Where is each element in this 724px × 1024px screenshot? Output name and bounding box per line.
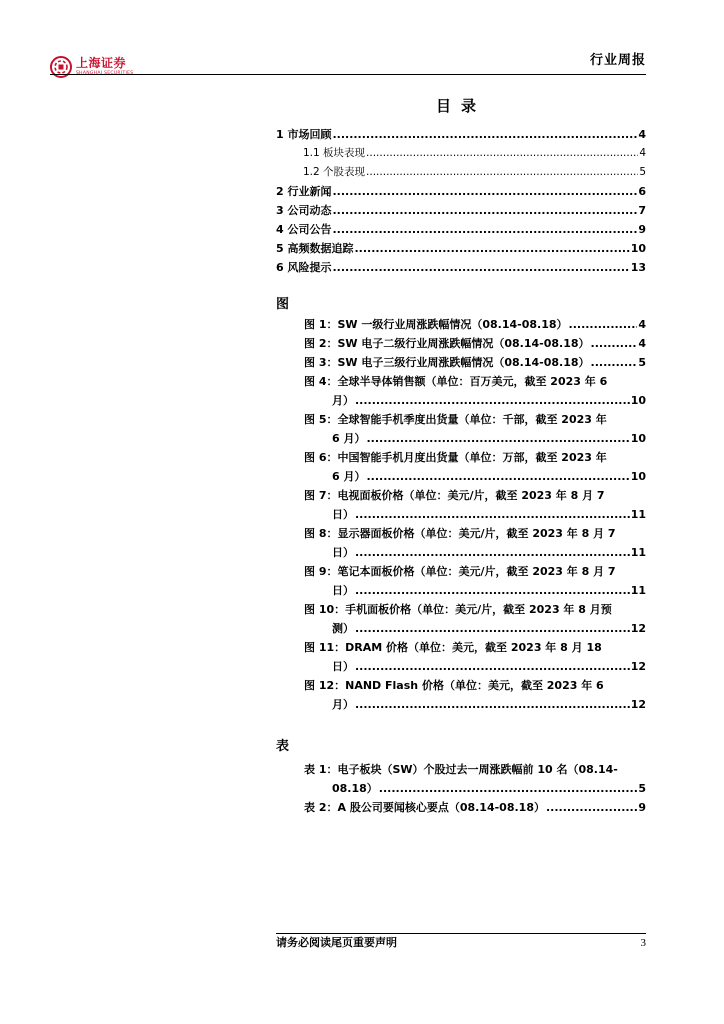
figure-entry-title: 图 2：SW 电子二级行业周涨跌幅情况（08.14-08.18） [304, 337, 590, 350]
figure-entry-title-cont: 月） [332, 394, 354, 407]
figure-entry[interactable] [276, 562, 646, 600]
figure-entry-title: 图 6：中国智能手机月度出货量（单位：万部，截至 2023 年 [304, 451, 607, 464]
dot-leader [366, 144, 638, 163]
table-entry[interactable] [276, 798, 646, 817]
figure-entry-page: 11 [630, 508, 646, 521]
figure-entry-title-cont: 月） [332, 698, 354, 711]
dot-leader [355, 505, 630, 524]
table-entry-title: 表 1：电子板块（SW）个股过去一周涨跌幅前 10 名（08.14- [304, 763, 618, 776]
figures-heading: 图 [276, 297, 290, 312]
figure-entry-page: 11 [630, 584, 646, 597]
figure-entry-title: 图 1：SW 一级行业周涨跌幅情况（08.14-08.18） [304, 318, 568, 331]
figure-entry[interactable] [276, 372, 646, 410]
dot-leader [366, 163, 638, 182]
figure-entry-page: 12 [630, 698, 646, 711]
figure-entry-title-cont: 测） [332, 622, 354, 635]
logo-chinese-name: 上海证券 [76, 56, 127, 70]
figure-entry-title-cont: 日） [332, 660, 354, 673]
table-entry-page: 5 [638, 782, 646, 795]
figure-entry-page: 12 [630, 660, 646, 673]
logo-english-name: SHANGHAI SECURITIES [76, 71, 134, 76]
figure-entry-continuation [304, 619, 646, 638]
figure-entry-page: 5 [638, 356, 646, 369]
dot-leader [591, 334, 638, 353]
dot-leader [332, 182, 637, 201]
toc-entry[interactable] [276, 163, 646, 182]
toc-entry[interactable] [276, 182, 646, 201]
figure-entry-page: 10 [630, 470, 646, 483]
table-entry[interactable] [276, 760, 646, 798]
figure-entry-title: 图 12：NAND Flash 价格（单位：美元，截至 2023 年 6 [304, 679, 604, 692]
toc-entry-page: 13 [630, 261, 646, 274]
tables-heading: 表 [276, 739, 290, 754]
figure-entry[interactable] [276, 676, 646, 714]
figure-entry-title: 图 4：全球半导体销售额（单位：百万美元，截至 2023 年 6 [304, 375, 608, 388]
toc-entry[interactable] [276, 239, 646, 258]
dot-leader [366, 429, 629, 448]
figure-entry[interactable] [276, 486, 646, 524]
toc-entry-label: 6 风险提示 [276, 261, 332, 274]
dot-leader [355, 581, 630, 600]
dot-leader [355, 391, 630, 410]
toc-entry-page: 4 [639, 147, 646, 159]
figure-entry-title: 图 9：笔记本面板价格（单位：美元/片，截至 2023 年 8 月 7 [304, 565, 616, 578]
figure-entry-continuation [304, 467, 646, 486]
figure-entry-page: 10 [630, 394, 646, 407]
dot-leader [332, 201, 637, 220]
figure-entry-title-cont: 日） [332, 508, 354, 521]
dot-leader [379, 779, 638, 798]
table-entry-title-cont: 08.18） [332, 782, 378, 795]
footer-divider [276, 933, 646, 934]
figure-entry-page: 11 [630, 546, 646, 559]
toc-entry-page: 9 [638, 223, 646, 236]
page-header [0, 0, 724, 80]
figure-entry-page: 4 [638, 318, 646, 331]
toc-title: 目录 [435, 97, 486, 115]
toc-entry-page: 5 [639, 166, 646, 178]
figure-entry[interactable] [276, 410, 646, 448]
company-logo [50, 56, 160, 82]
figure-entry-page: 4 [638, 337, 646, 350]
report-type-label: 行业周报 [589, 53, 646, 68]
toc-entry-label: 1.2 个股表现 [303, 166, 366, 178]
figure-entry-title: 图 7：电视面板价格（单位：美元/片，截至 2023 年 8 月 7 [304, 489, 605, 502]
table-entry-page: 9 [638, 801, 646, 814]
figure-entry-continuation [304, 581, 646, 600]
figure-entry-continuation [304, 505, 646, 524]
dot-leader [546, 798, 637, 817]
figure-entry-page: 12 [630, 622, 646, 635]
toc-entry-label: 2 行业新闻 [276, 185, 332, 198]
dot-leader [332, 220, 637, 239]
toc-entry-label: 3 公司动态 [276, 204, 332, 217]
figure-entry[interactable] [276, 524, 646, 562]
dot-leader [332, 125, 637, 144]
toc-entry-label: 5 高频数据追踪 [276, 242, 354, 255]
toc-entry[interactable] [276, 220, 646, 239]
toc-entry[interactable] [276, 144, 646, 163]
figure-entry-title: 图 10：手机面板价格（单位：美元/片，截至 2023 年 8 月预 [304, 603, 612, 616]
figure-entry-title-cont: 6 月） [332, 470, 366, 483]
dot-leader [355, 619, 630, 638]
toc-entry[interactable] [276, 201, 646, 220]
dot-leader [355, 657, 630, 676]
toc-entry-page: 6 [638, 185, 646, 198]
toc-entry-label: 1 市场回顾 [276, 128, 332, 141]
figure-entry[interactable] [276, 334, 646, 353]
toc-entry-page: 4 [638, 128, 646, 141]
dot-leader [569, 315, 638, 334]
figure-entry-title: 图 8：显示器面板价格（单位：美元/片，截至 2023 年 8 月 7 [304, 527, 616, 540]
dot-leader [354, 239, 629, 258]
figure-entry-continuation [304, 429, 646, 448]
figure-entry[interactable] [276, 638, 646, 676]
footer-disclaimer: 请务必阅读尾页重要声明 [276, 936, 397, 949]
table-entry-title: 表 2：A 股公司要闻核心要点（08.14-08.18） [304, 801, 545, 814]
tables-list [276, 760, 646, 817]
dot-leader [591, 353, 638, 372]
figure-entry-title-cont: 日） [332, 584, 354, 597]
figure-entry-title-cont: 6 月） [332, 432, 366, 445]
dot-leader [332, 258, 629, 277]
figures-list [276, 315, 646, 714]
figure-entry-title-cont: 日） [332, 546, 354, 559]
figure-entry[interactable] [276, 315, 646, 334]
header-divider [50, 74, 646, 75]
figure-entry-title: 图 5：全球智能手机季度出货量（单位：千部，截至 2023 年 [304, 413, 607, 426]
dot-leader [366, 467, 629, 486]
figure-entry[interactable] [276, 448, 646, 486]
figure-entry-page: 10 [630, 432, 646, 445]
table-entry-continuation [304, 779, 646, 798]
figure-entry-continuation [304, 543, 646, 562]
toc-entry-page: 7 [638, 204, 646, 217]
toc-entry-label: 4 公司公告 [276, 223, 332, 236]
figure-entry-continuation [304, 695, 646, 714]
toc-entry[interactable] [276, 258, 646, 277]
toc-entry-label: 1.1 板块表现 [303, 147, 366, 159]
figure-entry[interactable] [276, 353, 646, 372]
page-number: 3 [640, 937, 646, 949]
dot-leader [355, 543, 630, 562]
toc-sections-list [276, 125, 646, 277]
figure-entry-continuation [304, 391, 646, 410]
figure-entry[interactable] [276, 600, 646, 638]
figure-entry-continuation [304, 657, 646, 676]
figure-entry-title: 图 3：SW 电子三级行业周涨跌幅情况（08.14-08.18） [304, 356, 590, 369]
toc-entry-page: 10 [630, 242, 646, 255]
figure-entry-title: 图 11：DRAM 价格（单位：美元，截至 2023 年 8 月 18 [304, 641, 602, 654]
dot-leader [355, 695, 630, 714]
toc-entry[interactable] [276, 125, 646, 144]
